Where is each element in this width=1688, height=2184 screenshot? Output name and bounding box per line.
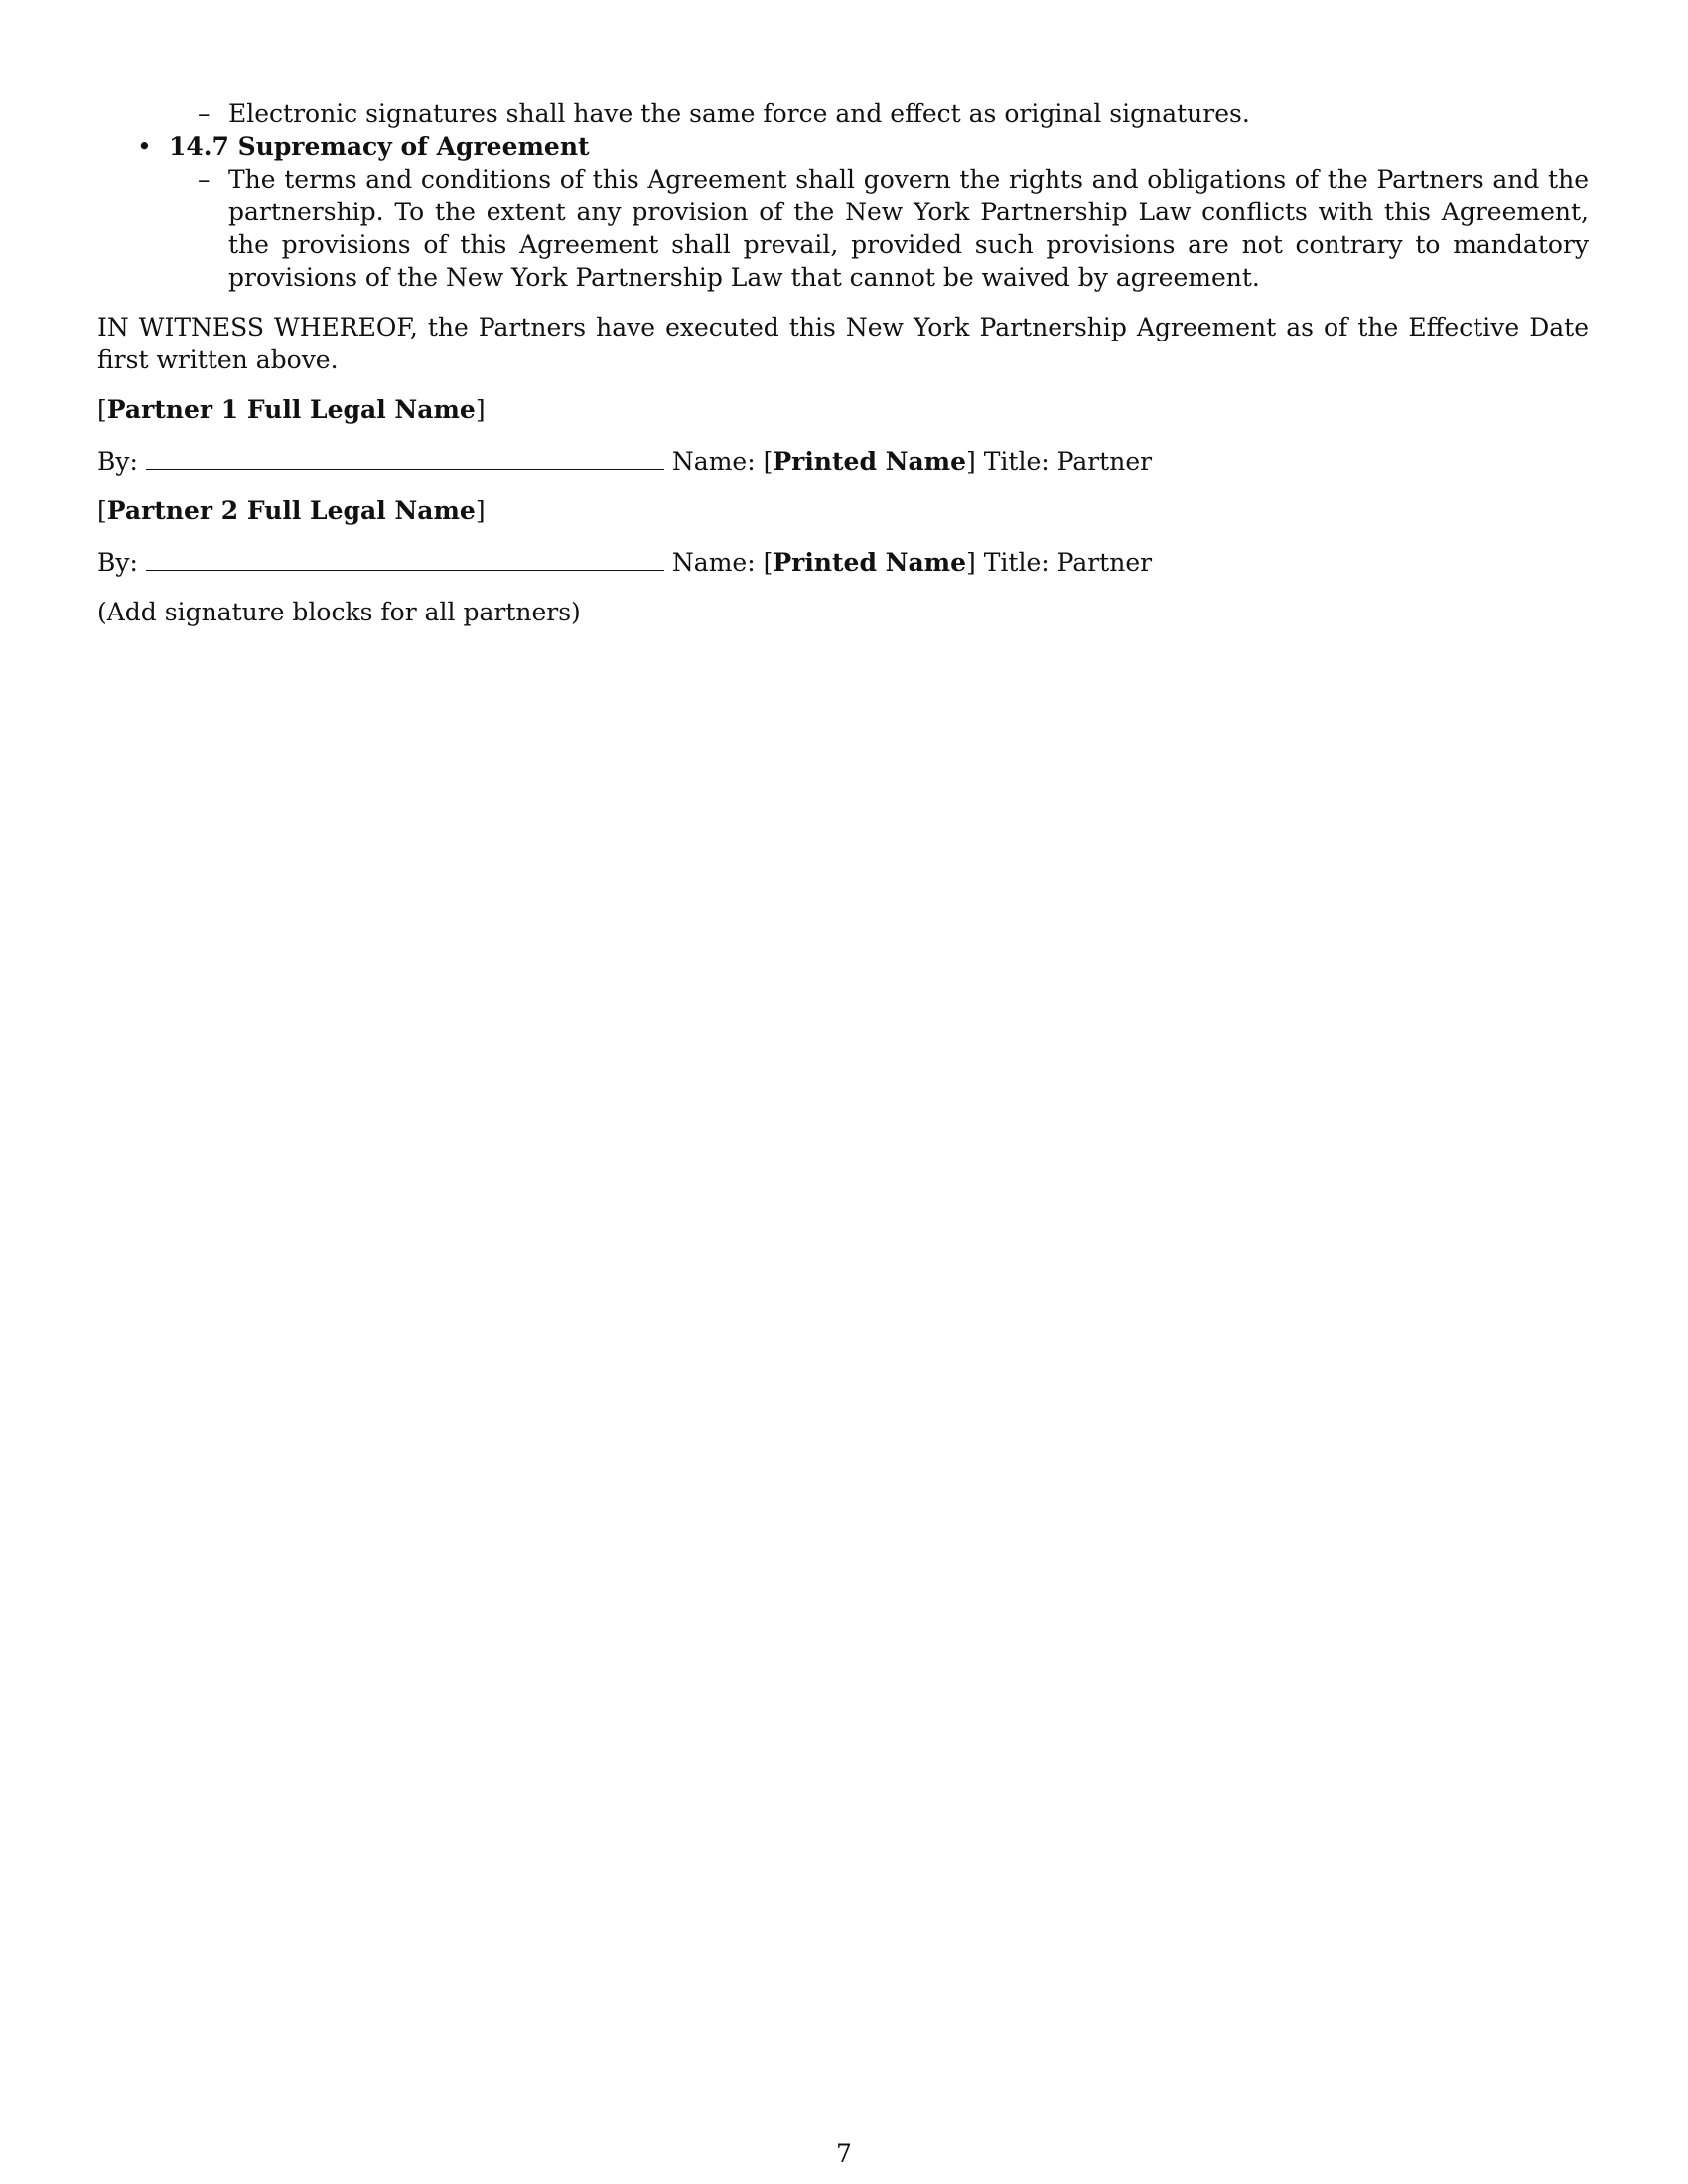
witness-paragraph: IN WITNESS WHEREOF, the Partners have executed this New York Partnership Agreement as of the Effective Date first written above.: [97, 313, 1589, 374]
list-item-text: The terms and conditions of this Agreement shall govern the rights and obligations of the Partners and the partnership. To the extent any provision of the New York Partnership Law conflicts with this Agreement, the provisions of this Agreement shall prevail, provided such provisions are not contrary to mandatory provisions of the New York Partnership Law that cannot be waived by agreement.: [228, 165, 1589, 292]
title-label: Title: Partner: [983, 548, 1153, 577]
printed-name: Printed Name: [773, 548, 967, 577]
bullet-marker: •: [137, 132, 152, 161]
list-item: [97, 163, 1589, 294]
signature-blank: [146, 443, 664, 470]
section-heading: [97, 130, 1589, 163]
name-label: Name:: [671, 447, 756, 476]
page-number: 7: [836, 2139, 852, 2168]
partner-name: Partner 2 Full Legal Name: [106, 496, 476, 525]
partner-name-heading: [Partner 2 Full Legal Name]: [97, 496, 486, 525]
partner-name-heading: [Partner 1 Full Legal Name]: [97, 395, 486, 424]
section-heading-text: 14.7 Supremacy of Agreement: [169, 132, 590, 161]
signature-note: (Add signature blocks for all partners): [97, 598, 581, 626]
document-page: [97, 97, 1589, 628]
list-item-text: Electronic signatures shall have the same force and effect as original signatures.: [228, 99, 1250, 128]
title-label: Title: Partner: [983, 447, 1153, 476]
signature-line: By: Name: [Printed Name] Title: Partner: [97, 544, 1589, 579]
list-item: [97, 97, 1589, 130]
by-label: By:: [97, 548, 138, 577]
by-label: By:: [97, 447, 138, 476]
dash-marker: –: [198, 99, 211, 128]
dash-marker: –: [198, 165, 211, 194]
signature-blank: [146, 544, 664, 571]
printed-name: Printed Name: [773, 447, 967, 476]
signature-line: By: Name: [Printed Name] Title: Partner: [97, 443, 1589, 478]
name-label: Name:: [671, 548, 756, 577]
partner-name: Partner 1 Full Legal Name: [106, 395, 476, 424]
